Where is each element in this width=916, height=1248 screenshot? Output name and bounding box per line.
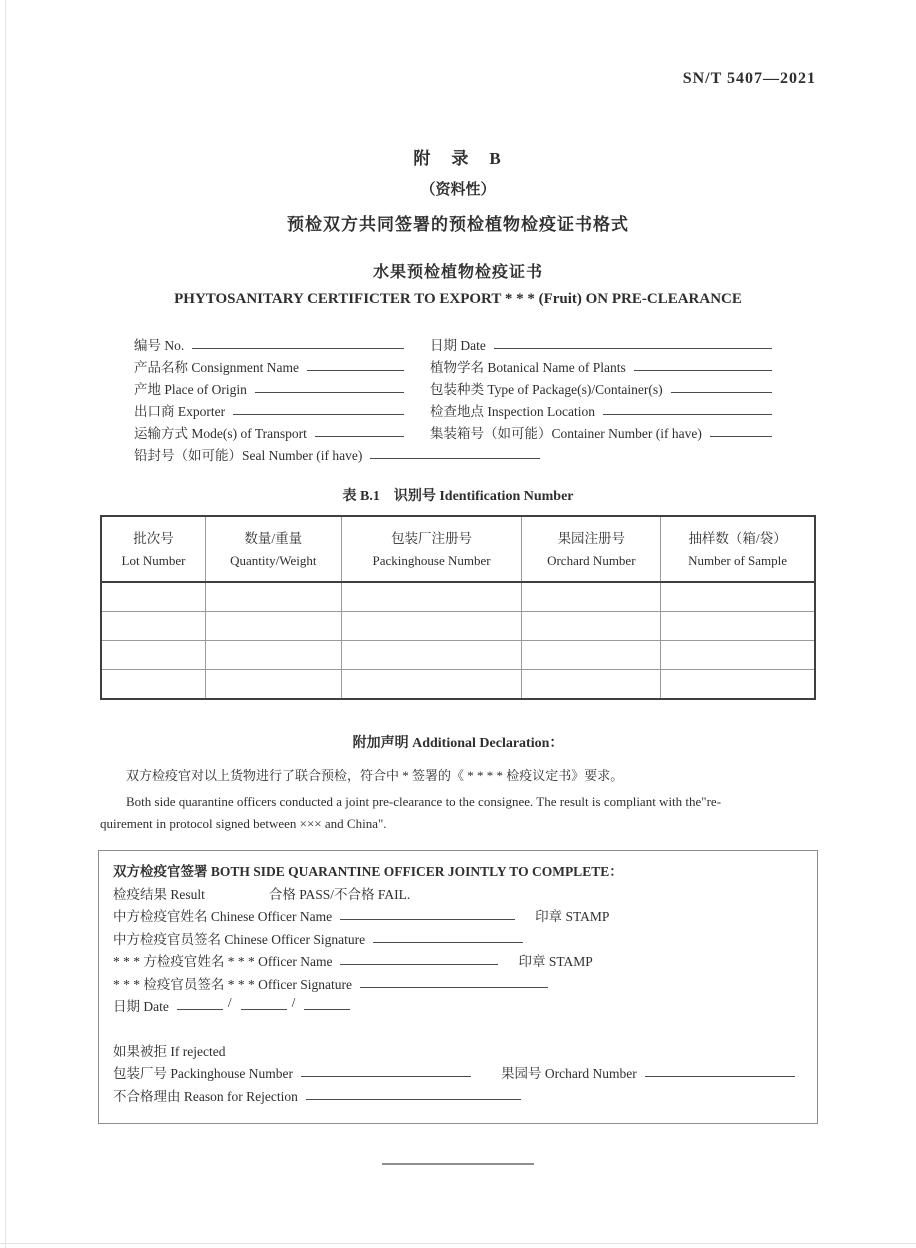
result-row bbox=[113, 883, 803, 906]
blank-fill-line bbox=[233, 400, 404, 415]
packinghouse-number-label: 包装厂号 Packinghouse Number bbox=[113, 1066, 293, 1081]
field-label-consignment-name: 产品名称 Consignment Name bbox=[134, 360, 299, 375]
blank-fill-line bbox=[370, 444, 540, 459]
table-empty-cell bbox=[205, 670, 341, 700]
table-empty-cell bbox=[522, 641, 661, 670]
stamp-label: 印章 STAMP bbox=[518, 954, 593, 969]
foreign-officer-signature-row bbox=[113, 973, 803, 996]
blank-fill-line bbox=[360, 973, 548, 988]
standard-code: SN/T 5407—2021 bbox=[682, 70, 816, 87]
date-row bbox=[113, 995, 803, 1018]
certificate-title-cn: 水果预检植物检疫证书 bbox=[372, 264, 543, 281]
blank-fill-line bbox=[634, 356, 772, 371]
field-label-botanical-name: 植物学名 Botanical Name of Plants bbox=[430, 360, 626, 375]
blank-fill-line bbox=[192, 334, 404, 349]
scan-edge-artifact bbox=[0, 1243, 916, 1244]
table-body bbox=[101, 582, 815, 699]
blank-fill-line bbox=[340, 950, 498, 965]
appendix-classification: （资料性） bbox=[420, 182, 496, 198]
blank-fill-line bbox=[301, 1062, 471, 1077]
blank-fill-line bbox=[671, 378, 772, 393]
form-field-row bbox=[100, 444, 816, 466]
rejection-reason-row bbox=[113, 1085, 803, 1108]
table-empty-cell bbox=[341, 582, 522, 612]
table-empty-cell bbox=[101, 641, 205, 670]
foreign-officer-name-label: * * * 方检疫官姓名 * * * Officer Name bbox=[113, 954, 333, 969]
date-separator: / bbox=[291, 995, 296, 1010]
table-empty-cell bbox=[661, 670, 815, 700]
blank-fill-line bbox=[304, 995, 350, 1010]
stamp-label: 印章 STAMP bbox=[535, 909, 610, 924]
form-field-row bbox=[100, 400, 816, 422]
field-label-inspection-location: 检查地点 Inspection Location bbox=[430, 404, 595, 419]
declaration-paragraph-cn: 双方检疫官对以上货物进行了联合预检，符合中 * 签署的《 * * * * 检疫议定书》要求。 bbox=[126, 768, 624, 783]
form-field-row bbox=[100, 378, 816, 400]
table-empty-cell bbox=[661, 582, 815, 612]
blank-fill-line bbox=[603, 400, 772, 415]
foreign-officer-signature-label: * * * 检疫官员签名 * * * Officer Signature bbox=[113, 976, 352, 992]
declaration-paragraph-en: quirement in protocol signed between ××× and China". bbox=[100, 816, 387, 831]
table-row bbox=[101, 641, 815, 670]
table-header-packinghouse-number: 包装厂注册号 Packinghouse Number bbox=[341, 516, 522, 582]
spacer bbox=[113, 1018, 803, 1040]
chinese-officer-signature-row bbox=[113, 928, 803, 951]
if-rejected-label: 如果被拒 If rejected bbox=[113, 1043, 226, 1059]
chinese-officer-name-row bbox=[113, 905, 803, 928]
table-empty-cell bbox=[341, 641, 522, 670]
table-row bbox=[101, 612, 815, 641]
table-header-orchard-number: 果园注册号 Orchard Number bbox=[522, 516, 661, 582]
chinese-officer-signature-label: 中方检疫官员签名 Chinese Officer Signature bbox=[113, 931, 366, 947]
form-field-row bbox=[100, 356, 816, 378]
table-header bbox=[101, 516, 815, 582]
appendix-subtitle: 预检双方共同签署的预检植物检疫证书格式 bbox=[287, 215, 629, 234]
blank-fill-line bbox=[307, 356, 404, 371]
result-options: 合格 PASS/不合格 FAIL. bbox=[268, 886, 411, 902]
blank-fill-line bbox=[710, 422, 772, 437]
table-empty-cell bbox=[205, 641, 341, 670]
table-empty-cell bbox=[205, 612, 341, 641]
certificate-title-en: PHYTOSANITARY CERTIFICTER TO EXPORT * * * (Fruit) ON PRE-CLEARANCE bbox=[174, 291, 742, 307]
field-label-seal-number: 铅封号（如可能）Seal Number (if have) bbox=[134, 448, 363, 463]
table-empty-cell bbox=[341, 612, 522, 641]
date-separator: / bbox=[227, 995, 232, 1010]
table-empty-cell bbox=[661, 612, 815, 641]
signature-box-heading: 双方检疫官签署 BOTH SIDE QUARANTINE OFFICER JOINTLY TO COMPLETE： bbox=[113, 864, 623, 879]
table-empty-cell bbox=[522, 612, 661, 641]
table-empty-cell bbox=[101, 670, 205, 700]
table-header-quantity-weight: 数量/重量 Quantity/Weight bbox=[205, 516, 341, 582]
table-empty-cell bbox=[661, 641, 815, 670]
additional-declaration-heading: 附加声明 Additional Declaration： bbox=[352, 736, 564, 751]
signature-box bbox=[98, 850, 818, 1124]
certificate-fields bbox=[100, 334, 816, 466]
table-empty-cell bbox=[101, 582, 205, 612]
if-rejected-row bbox=[113, 1040, 803, 1063]
blank-fill-line bbox=[315, 422, 404, 437]
table-empty-cell bbox=[205, 582, 341, 612]
field-label-container-number: 集装箱号（如可能）Container Number (if have) bbox=[430, 426, 702, 441]
rejection-reason-label: 不合格理由 Reason for Rejection bbox=[113, 1088, 298, 1104]
table-caption: 表 B.1 识别号 Identification Number bbox=[342, 489, 574, 504]
declaration-paragraph-en: Both side quarantine officers conducted a joint pre-clearance to the consignee. The result is compliant with the"re- bbox=[126, 794, 722, 809]
orchard-number-label: 果园号 Orchard Number bbox=[500, 1066, 637, 1081]
form-field-row bbox=[100, 334, 816, 356]
footer-divider-line bbox=[382, 1163, 534, 1165]
appendix-title: 附 录 B bbox=[413, 149, 503, 168]
table-empty-cell bbox=[522, 582, 661, 612]
field-label-transport-mode: 运输方式 Mode(s) of Transport bbox=[134, 426, 307, 441]
field-label-package-type: 包装种类 Type of Package(s)/Container(s) bbox=[430, 382, 663, 397]
blank-fill-line bbox=[177, 995, 223, 1010]
table-empty-cell bbox=[522, 670, 661, 700]
field-label-place-of-origin: 产地 Place of Origin bbox=[134, 382, 247, 397]
table-row bbox=[101, 582, 815, 612]
field-label-date: 日期 Date bbox=[430, 338, 486, 353]
result-label: 检疫结果 Result bbox=[113, 886, 205, 902]
identification-number-table bbox=[100, 515, 816, 700]
blank-fill-line bbox=[340, 905, 515, 920]
table-empty-cell bbox=[101, 612, 205, 641]
blank-fill-line bbox=[645, 1062, 795, 1077]
table-header-lot-number: 批次号 Lot Number bbox=[101, 516, 205, 582]
table-row bbox=[101, 670, 815, 700]
field-label-exporter: 出口商 Exporter bbox=[134, 404, 226, 419]
chinese-officer-name-label: 中方检疫官姓名 Chinese Officer Name bbox=[113, 909, 333, 924]
blank-fill-line bbox=[255, 378, 404, 393]
blank-fill-line bbox=[373, 928, 523, 943]
table-empty-cell bbox=[341, 670, 522, 700]
scan-edge-artifact bbox=[5, 0, 6, 1248]
field-label-no: 编号 No. bbox=[134, 338, 185, 353]
table-header-sample-number: 抽样数（箱/袋） Number of Sample bbox=[661, 516, 815, 582]
foreign-officer-name-row bbox=[113, 950, 803, 973]
form-field-row bbox=[100, 422, 816, 444]
blank-fill-line bbox=[306, 1085, 521, 1100]
blank-fill-line bbox=[241, 995, 287, 1010]
rejected-numbers-row bbox=[113, 1062, 803, 1085]
blank-fill-line bbox=[494, 334, 772, 349]
date-label: 日期 Date bbox=[113, 999, 169, 1014]
